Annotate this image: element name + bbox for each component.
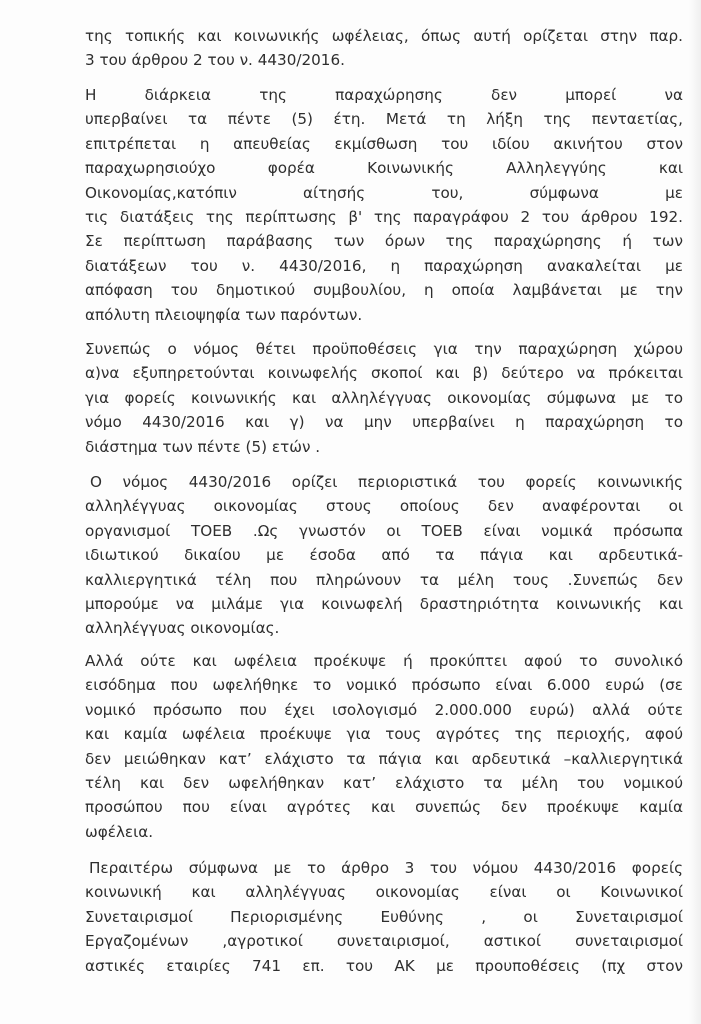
- text-line: Εργαζομένων ,αγροτικοί συνεταιρισμοί, αστικοί συνεταιρισμοί: [85, 932, 683, 951]
- text-line: Η διάρκεια της παραχώρησης δεν μπορεί να: [85, 86, 683, 104]
- text-line: κοινωνική και αλληλέγγυας οικονομίας είναι οι Κοινωνικοί: [85, 883, 683, 902]
- text-line: Συνεταιρισμοί Περιορισμένης Ευθύνης , οι Συνεταιρισμοί: [85, 907, 683, 926]
- paragraph-5: [85, 649, 683, 844]
- text-line: Περαιτέρω σύμφωνα με το άρθρο 3 του νόμου 4430/2016 φορείς: [89, 859, 683, 877]
- text-line: οργανισμοί ΤΟΕΒ .Ως γνωστόν οι ΤΟΕΒ είναι νομικά πρόσωπα: [85, 521, 683, 540]
- text-line: αστικές εταιρίες 741 επ. του ΑΚ με προυποθέσεις (πχ στον: [85, 956, 683, 975]
- text-line: μπορούμε να μιλάμε για κοινωφελή δραστηριότητα κοινωνικής και: [85, 594, 683, 613]
- paragraph-2: [85, 83, 683, 327]
- text-line: αλληλέγγυας οικονομίας στους οποίους δεν αναφέρονται οι: [85, 497, 683, 516]
- text-line: νόμο 4430/2016 και γ) να μην υπερβαίνει η παραχώρηση το: [85, 413, 683, 432]
- paragraph-1: [85, 24, 683, 73]
- text-line: ωφέλεια.: [85, 822, 154, 841]
- text-line: διατάξεων του ν. 4430/2016, η παραχώρηση ανακαλείται με: [85, 256, 683, 275]
- text-line: Ο νόμος 4430/2016 ορίζει περιοριστικά του φορείς κοινωνικής: [90, 473, 683, 491]
- text-line: ιδιωτικού δικαίου με έσοδα από τα πάγια και αρδευτικά-: [85, 546, 683, 565]
- text-line: προσώπου που είναι αγρότες και συνεπώς δεν προέκυψε καμία: [85, 798, 683, 817]
- paragraph-4: [85, 470, 683, 641]
- text-line: αλληλέγγυας οικονομίας.: [85, 619, 280, 638]
- text-line: Σε περίπτωση παράβασης των όρων της παραχώρησης ή των: [85, 232, 683, 251]
- text-line: της τοπικής και κοινωνικής ωφέλειας, όπως αυτή ορίζεται στην παρ.: [85, 27, 683, 45]
- text-line: τέλη και δεν ωφελήθηκαν κατ’ ελάχιστο τα μέλη του νομικού: [85, 773, 683, 792]
- text-line: δεν μειώθηκαν κατ’ ελάχιστο τα πάγια και αρδευτικά –καλλιεργητικά: [85, 749, 683, 768]
- text-line: τις διατάξεις της περίπτωσης β' της παραγράφου 2 του άρθρου 192.: [85, 207, 683, 226]
- paragraph-3: [85, 337, 683, 459]
- text-line: απόφαση του δημοτικού συμβουλίου, η οποία λαμβάνεται με την: [85, 281, 683, 300]
- text-line: και καμία ωφέλεια προέκυψε για τους αγρότες της περιοχής, αφού: [85, 725, 683, 744]
- text-line: επιτρέπεται η απευθείας εκμίσθωση του ιδίου ακινήτου στον: [85, 134, 683, 153]
- text-line: εισόδημα που ωφελήθηκε το νομικό πρόσωπο είναι 6.000 ευρώ (σε: [85, 676, 683, 695]
- text-line: Συνεπώς ο νόμος θέτει προϋποθέσεις για την παραχώρηση χώρου: [85, 340, 683, 358]
- text-line: απόλυτη πλειοψηφία των παρόντων.: [85, 305, 363, 324]
- text-line: α)να εξυπηρετούνται κοινωφελής σκοποί και β) δεύτερο να πρόκειται: [85, 364, 683, 383]
- text-line: παραχωρησιούχο φορέα Κοινωνικής Αλληλεγγύης και: [85, 159, 683, 178]
- text-line: για φορείς κοινωνικής και αλληλέγγυας οικονομίας σύμφωνα με το: [85, 388, 683, 407]
- text-line: νομικό πρόσωπο που έχει ισολογισμό 2.000.000 ευρώ) αλλά ούτε: [85, 700, 683, 719]
- text-line: Οικονομίας,κατόπιν αίτησής του, σύμφωνα με: [85, 183, 683, 202]
- text-line: Αλλά ούτε και ωφέλεια προέκυψε ή προκύπτει αφού το συνολικό: [85, 652, 683, 670]
- paragraph-6: [85, 856, 683, 978]
- scan-edge-shadow: [689, 0, 701, 1024]
- text-line: διάστημα των πέντε (5) ετών .: [85, 437, 321, 456]
- text-line: καλλιεργητικά τέλη που πληρώνουν τα μέλη τους .Συνεπώς δεν: [85, 570, 683, 589]
- text-line: υπερβαίνει τα πέντε (5) έτη. Μετά τη λήξη της πενταετίας,: [85, 110, 683, 129]
- text-line: 3 του άρθρου 2 του ν. 4430/2016.: [85, 51, 345, 70]
